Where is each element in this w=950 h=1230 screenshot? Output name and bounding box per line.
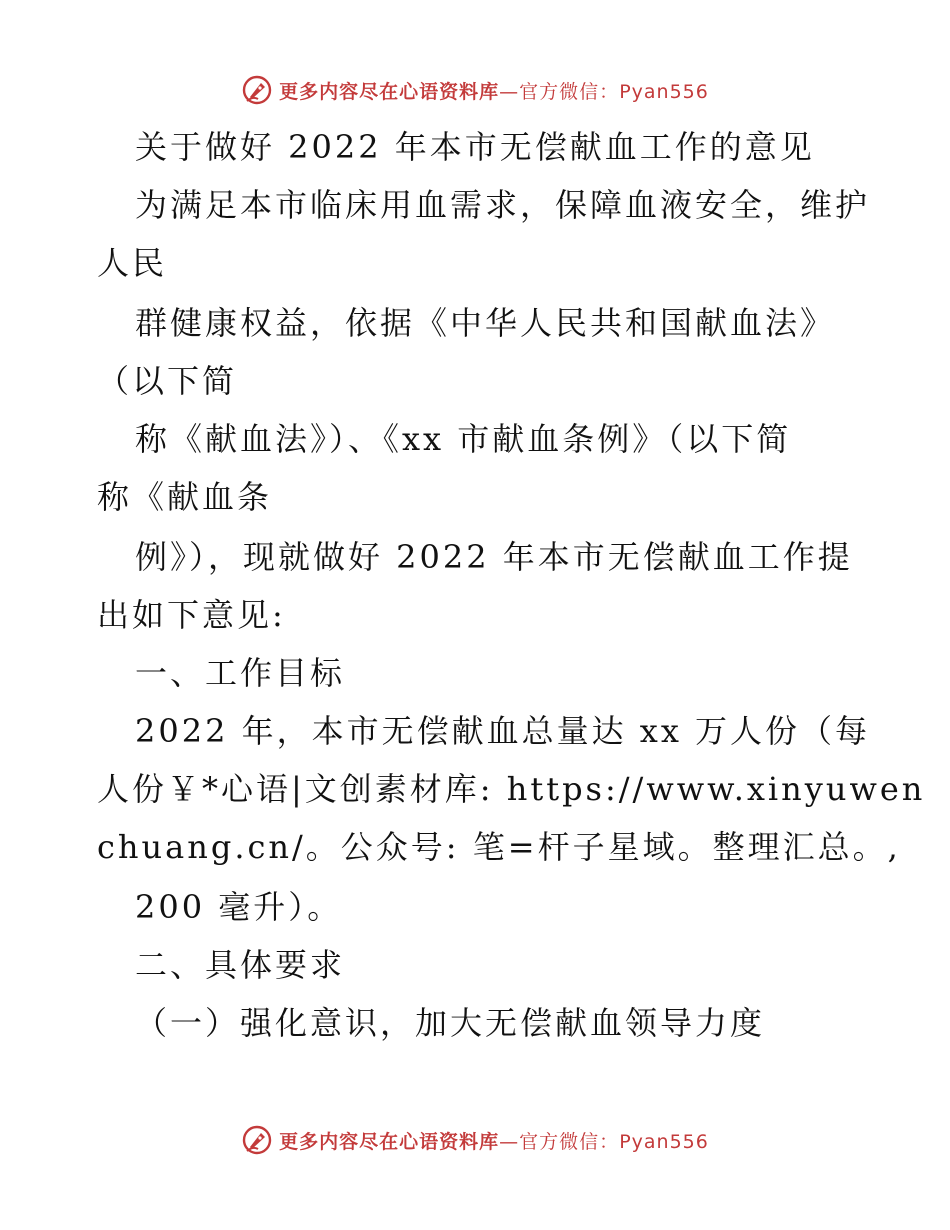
wechat-label: 官方微信：	[519, 1130, 620, 1153]
paragraph-line: 称《献血法》）、《xx 市献血条例》（以下简	[135, 420, 792, 458]
header-banner-text	[279, 77, 709, 104]
banner-separator: —	[499, 1130, 520, 1153]
paragraph-line: 人份￥*心语|文创素材库: https://www.xinyuwen	[97, 770, 926, 808]
brand-text: 更多内容尽在心语资料库	[279, 1130, 500, 1153]
pen-nib-logo-icon	[241, 74, 273, 106]
paragraph-line: 200 毫升）。	[135, 888, 343, 926]
pen-nib-logo-icon	[241, 1124, 273, 1156]
subsection-heading: （一）强化意识，加大无偿献血领导力度	[135, 1004, 766, 1042]
paragraph-line: 为满足本市临床用血需求，保障血液安全，维护	[135, 186, 871, 224]
paragraph-line: （以下简	[97, 362, 238, 400]
section-heading: 一、工作目标	[135, 654, 346, 692]
paragraph-line: 2022 年，本市无偿献血总量达 xx 万人份（每	[135, 712, 871, 750]
paragraph-line: 人民	[97, 244, 168, 282]
brand-text: 更多内容尽在心语资料库	[279, 80, 500, 103]
paragraph-line: 例》），现就做好 2022 年本市无偿献血工作提	[135, 538, 853, 576]
section-heading: 二、具体要求	[135, 946, 346, 984]
wechat-label: 官方微信：	[519, 80, 620, 103]
paragraph-line: 出如下意见:	[97, 596, 286, 634]
footer-banner-text	[279, 1127, 709, 1154]
paragraph-line: chuang.cn/。公众号: 笔=杆子星域。整理汇总。,	[97, 828, 901, 866]
paragraph-line: 群健康权益，依据《中华人民共和国献血法》	[135, 304, 836, 342]
header-banner	[0, 70, 950, 110]
paragraph-line: 称《献血条	[97, 478, 273, 516]
banner-separator: —	[499, 80, 520, 103]
wechat-id: Pyan556	[619, 80, 709, 103]
footer-banner	[0, 1120, 950, 1160]
document-title: 关于做好 2022 年本市无偿献血工作的意见	[135, 128, 815, 166]
wechat-id: Pyan556	[619, 1130, 709, 1153]
